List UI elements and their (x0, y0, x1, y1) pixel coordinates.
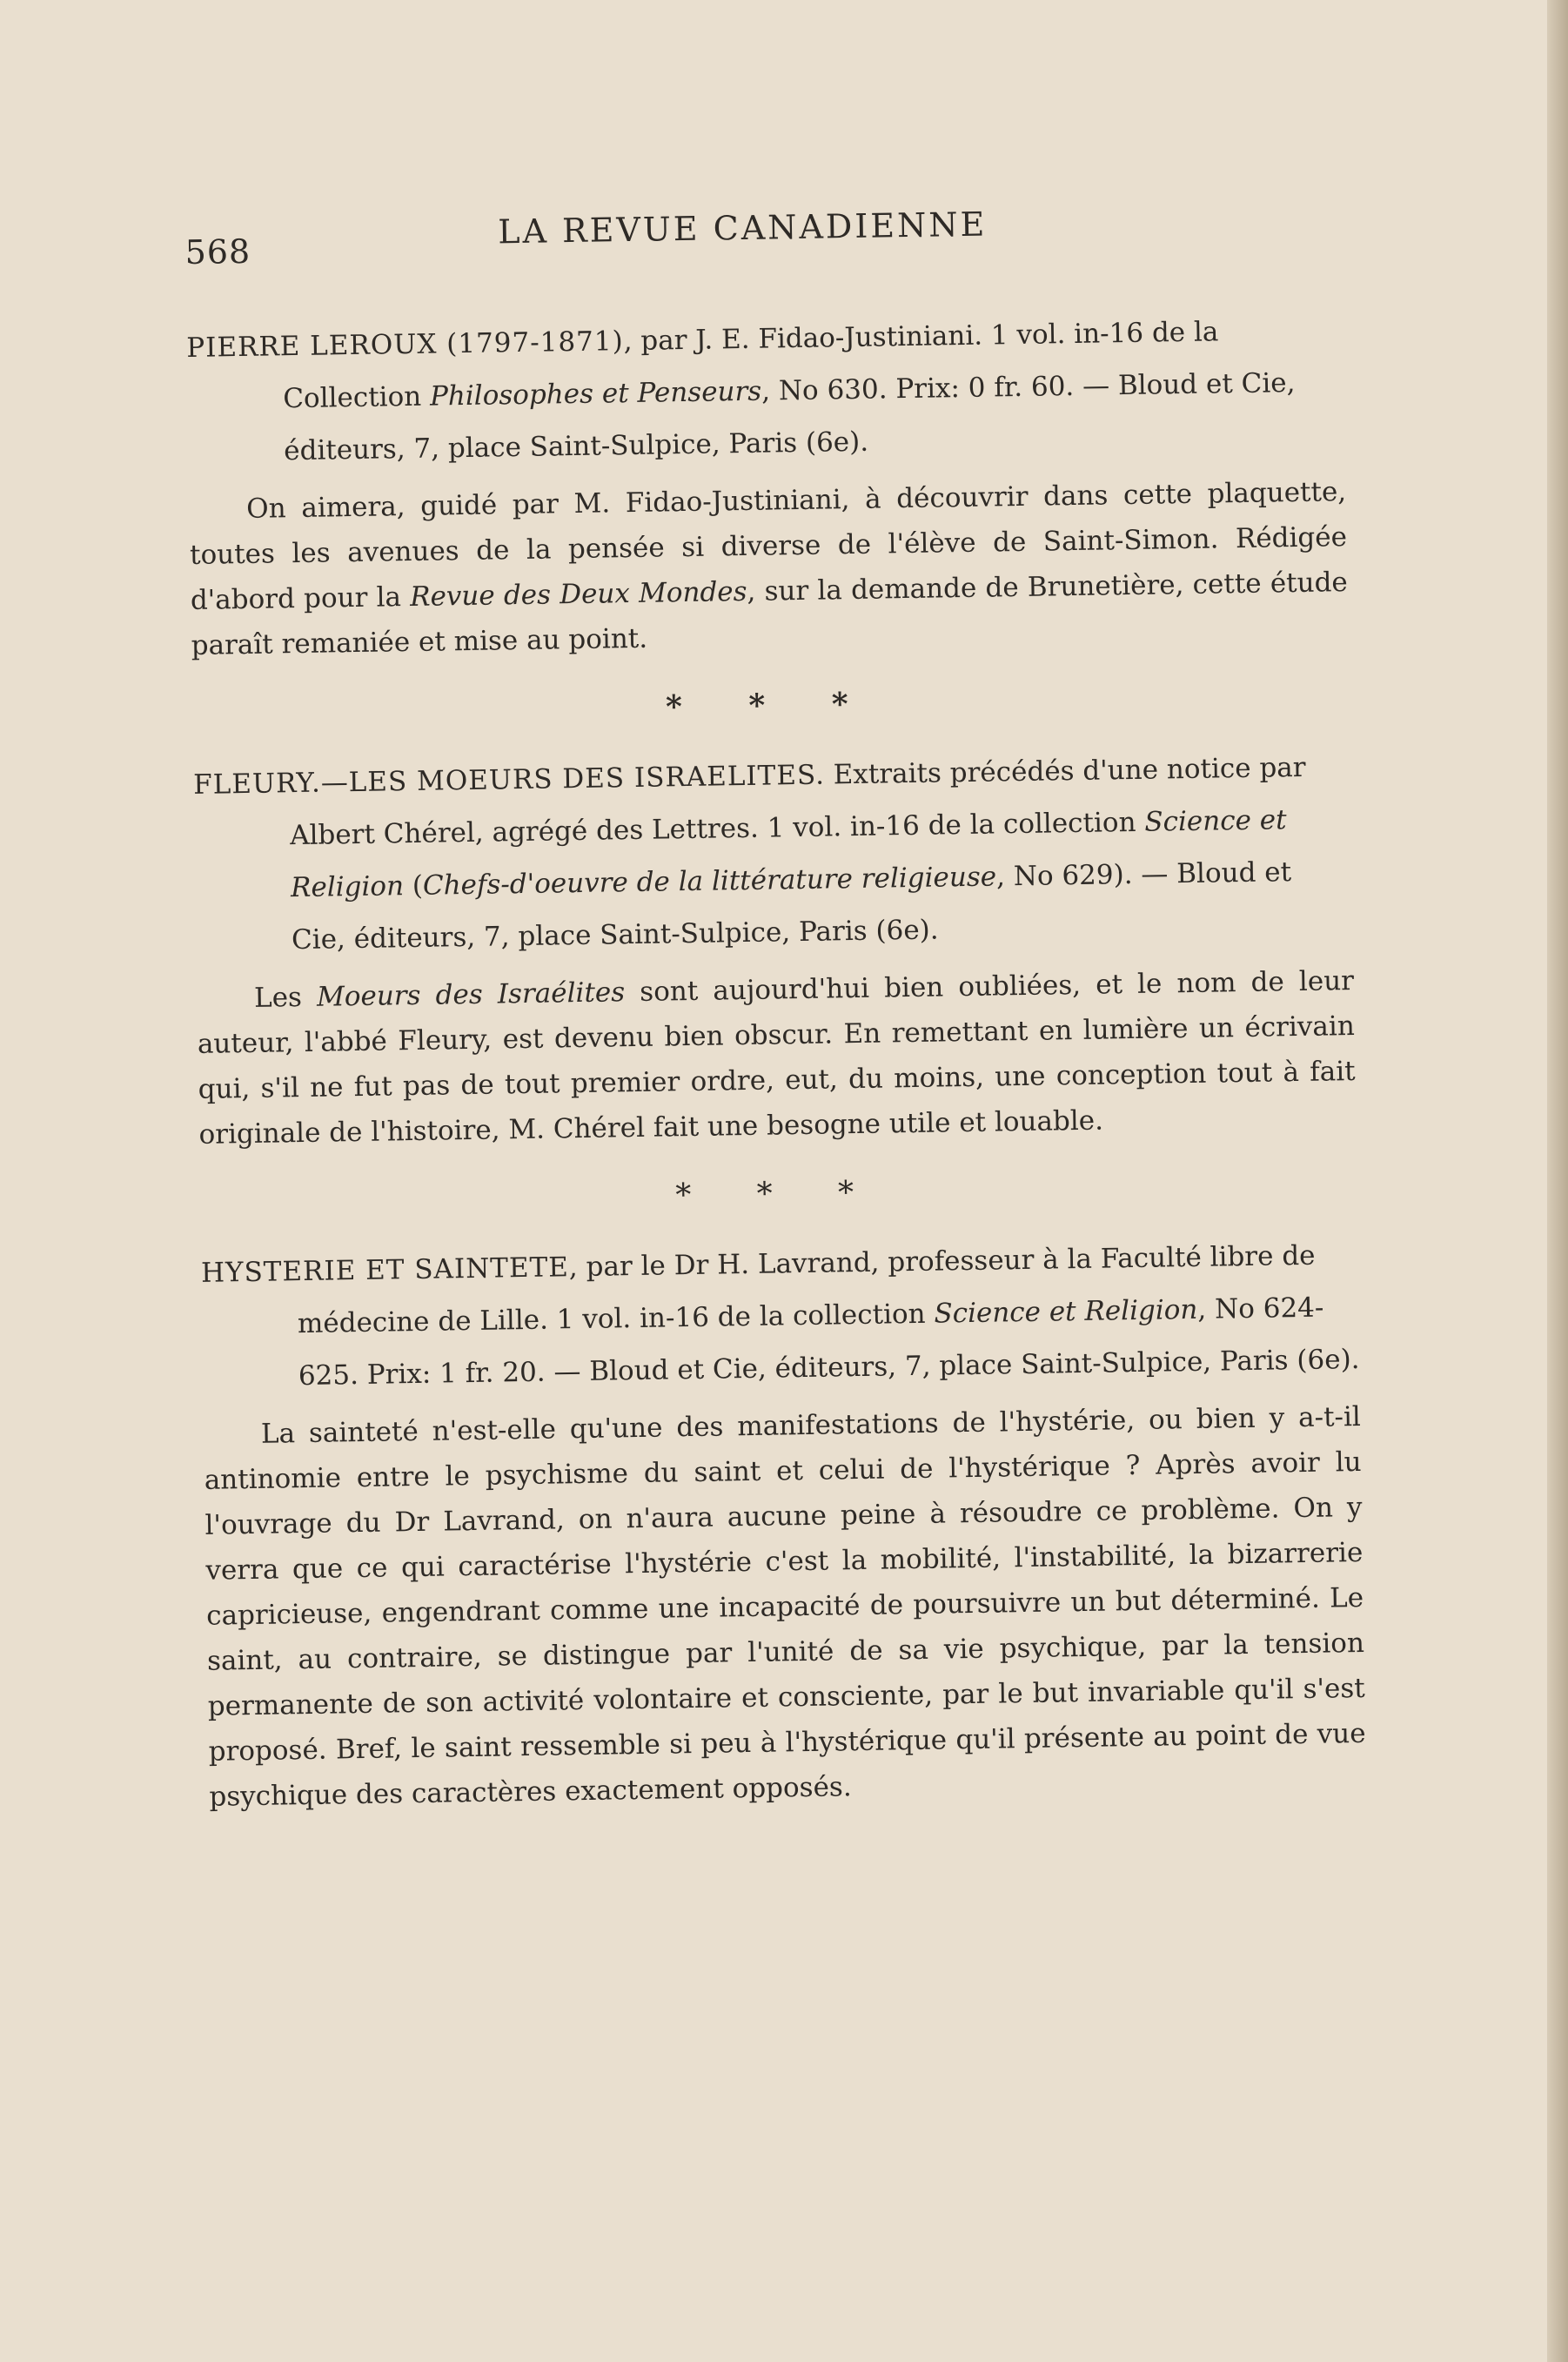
review-text: , sur la demande de Brunetière, cette étude paraît remaniée et mise au point. (191, 567, 1349, 661)
series-title: Science et Religion (934, 1293, 1198, 1330)
review-paragraph (197, 958, 1357, 1158)
citation-head: HYSTERIE ET SAINTETE (200, 1251, 570, 1289)
series-title: Philosophes et Penseurs (429, 375, 762, 413)
review-italic: Revue des Deux Mondes (409, 575, 747, 613)
series-subtitle: Chefs-d'oeuvre de la littérature religieuse (422, 861, 997, 902)
series-title: Science et Religion (290, 804, 1287, 904)
review-paragraph (204, 1394, 1367, 1820)
citation (201, 1229, 1361, 1404)
review-text: Les (253, 981, 318, 1014)
citation-text: , No 629). — Bloud et Cie, éditeurs, 7, place Saint-Sulpice, Paris (6e). (291, 856, 1292, 956)
page-number: 568 (184, 232, 251, 272)
review-text: sont aujourd'hui bien oubliées, et le nom de leur auteur, l'abbé Fleury, est devenu bien obscur. En remettant en lumière un écrivain qui, s'il ne fut pas de tout premier ordre, eut, du moins, une conception tout à fait originale de l'histoire, M. Chérel fait une besogne utile et louable. (197, 965, 1356, 1151)
review-text: La sainteté n'est-elle qu'une des manifestations de l'hystérie, ou bien y a-t-il antinomie entre le psychisme du saint et celui de l'hystérique ? Après avoir lu l'ouvrage du Dr Lavrand, on n'aura aucune peine à résoudre ce problème. On y verra que ce qui caractérise l'hystérie c'est la mobilité, l'instabilité, la bizarrerie capricieuse, engendrant comme une incapacité de poursuivre un but déterminé. Le saint, au contraire, se distingue par l'unité de sa vie psychique, par la tension permanente de son activité volontaire et consciente, par le but invariable qu'il s'est proposé. Bref, le saint ressemble si peu à l'hystérique qu'il présente au point de vue psychique des caractères exactement opposés. (204, 1400, 1366, 1813)
citation-head: FLEURY.—LES MOEURS DES ISRAELITES. (192, 759, 826, 801)
citation-text: , par J. E. Fidao-Justiniani. 1 vol. in-16 de la Collection (283, 316, 1219, 415)
review-entry-lavrand (201, 1229, 1367, 1820)
citation-text: , No 630. Prix: 0 fr. 60. — Bloud et Cie, éditeurs, 7, place Saint-Sulpice, Paris (6e). (283, 366, 1296, 467)
citation-head: PIERRE LEROUX (1797-1871) (186, 325, 624, 364)
review-entry-fleury (193, 741, 1357, 1158)
citation (193, 741, 1354, 968)
review-text: On aimera, guidé par M. Fidao-Justiniani, à découvrir dans cette plaquette, toutes les avenues de la pensée si diverse de l'élève de Saint-Simon. Rédigée d'abord pour la (189, 476, 1348, 616)
citation-text: , No 624-625. Prix: 1 fr. 20. — Bloud et Cie, éditeurs, 7, place Saint-Sulpice, Paris (6e). (298, 1292, 1360, 1392)
journal-title: LA REVUE CANADIENNE (497, 205, 988, 252)
review-paragraph (189, 469, 1349, 668)
section-separator: * * * (665, 685, 876, 726)
section-separator: * * * (674, 1174, 882, 1214)
review-entry-leroux (186, 304, 1349, 668)
page-edge-shadow (1547, 0, 1568, 2362)
citation-text: Extraits précédés d'une notice par Albert Chérel, agrégé des Lettres. 1 vol. in-16 de la collection (289, 751, 1306, 852)
running-head (184, 199, 1343, 296)
citation-text: ( (403, 869, 424, 903)
document-page (184, 199, 1367, 1820)
review-italic: Moeurs des Israélites (316, 976, 626, 1013)
citation (186, 304, 1346, 479)
citation-text: , par le Dr H. Lavrand, professeur à la Faculté libre de médecine de Lille. 1 vol. in-16 de la collection (297, 1239, 1316, 1340)
